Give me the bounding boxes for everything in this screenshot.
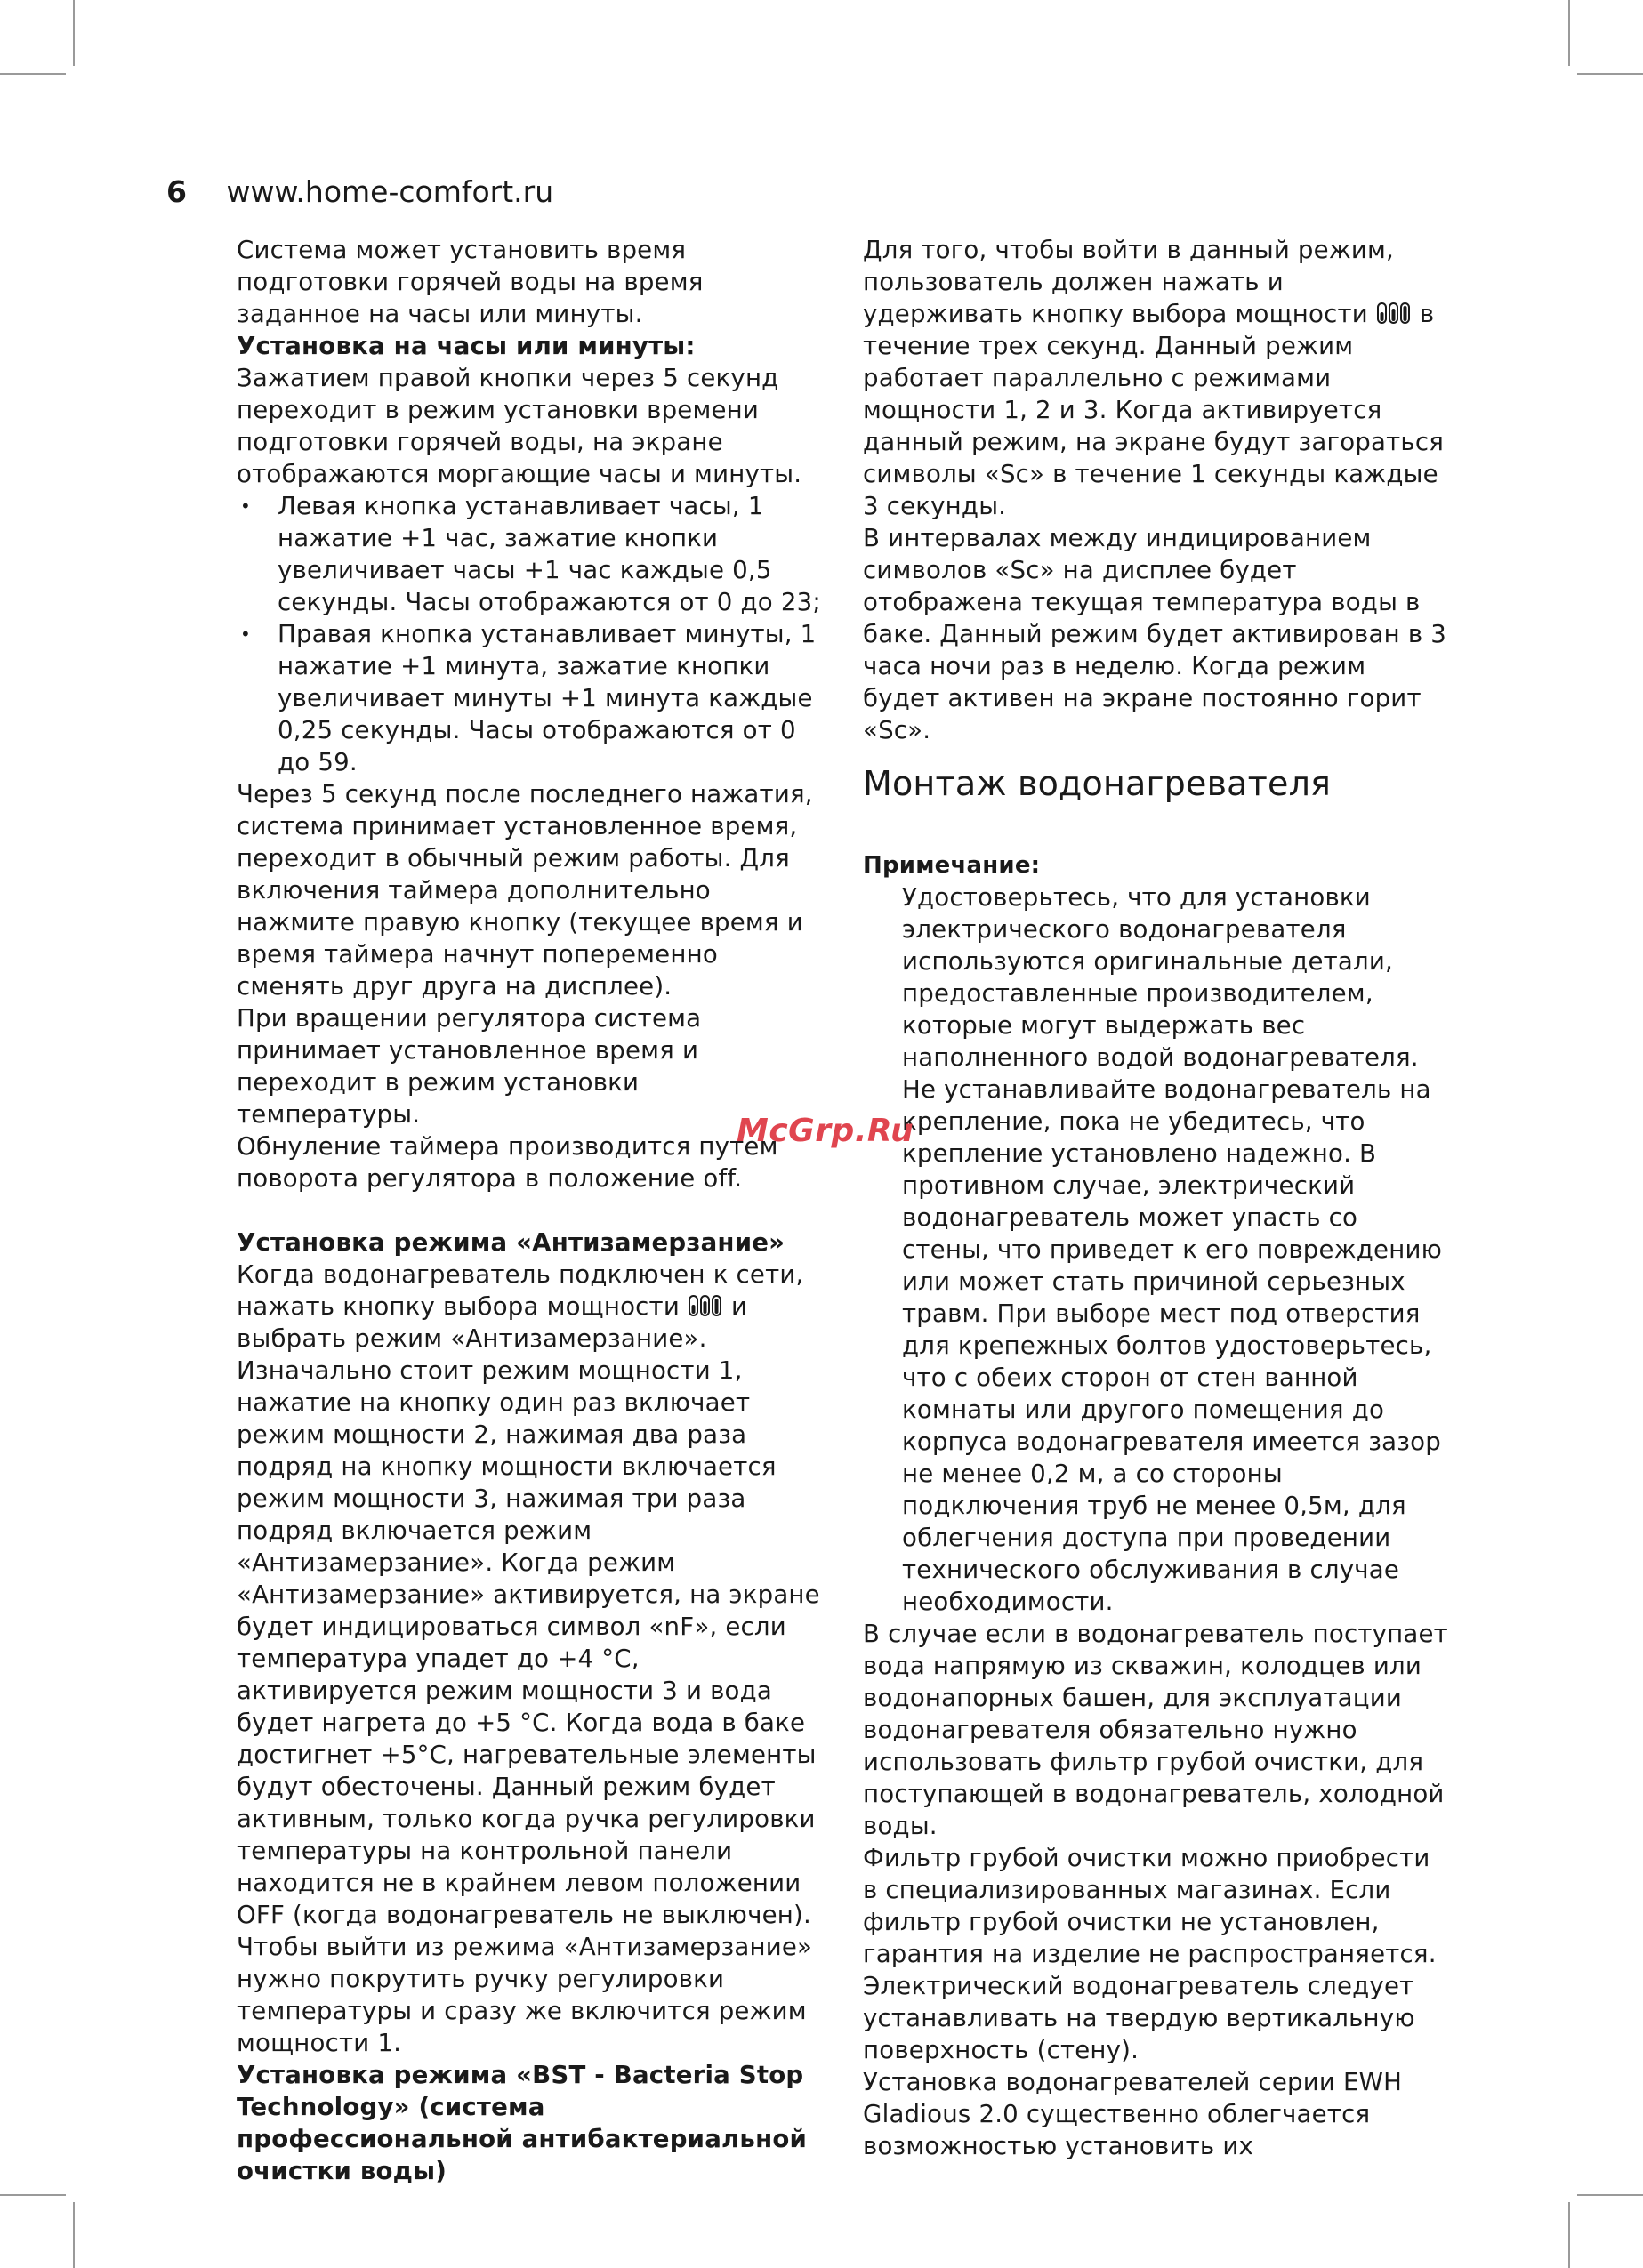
paragraph: Электрический водонагреватель следует устанавливать на твердую вертикальную поверхность (стену). <box>863 1971 1415 2064</box>
paragraph: Система может установить время подготовки горячей воды на время заданное на часы или минуты. <box>237 235 704 328</box>
paragraph: В случае если в водонагреватель поступает вода напрямую из скважин, колодцев или водонапорных башен, для эксплуатации водонагревателя обязательно нужно использовать фильтр грубой очистки, для поступающей в водонагреватель, холодной воды. <box>863 1619 1448 1840</box>
paragraph: Через 5 секунд после последнего нажатия, система принимает установленное время, переходит в обычный режим работы. Для включения таймера дополнительно нажмите правую кнопку (текущее время и время таймера начнут попеременно сменять друг друга на дисплее). <box>237 779 813 1001</box>
crop-mark-bottom-right <box>1568 2202 1570 2268</box>
crop-mark-top-left-h <box>0 73 66 75</box>
section-title: Монтаж водонагревателя <box>863 764 1332 803</box>
power-level-icon <box>688 1294 723 1317</box>
power-level-icon <box>1376 302 1412 325</box>
left-column <box>237 234 826 2187</box>
text-part: и выбрать режим «Антизамерзание». Изначально стоит режим мощности 1, нажатие на кнопку один раз включает режим мощности 2, нажимая два раза подряд на кнопку мощности включается режим мощности 3, нажимая три раза подряд включается режим «Антизамерзание». Когда режим «Антизамерзание» активируется, на экране будет индицироваться символ «nF», если температура упадет до +4 °С, активируется режим мощности 3 и вода будет нагрета до +5 °С. Когда вода в баке достигнет +5°С, нагревательные элементы будут обесточены. Данный режим будет активным, только когда ручка регулировки температуры на контрольной панели находится не в крайнем левом положении OFF (когда водонагреватель не выключен). Чтобы выйти из режима «Антизамерзание» нужно покрутить ручку регулировки температуры и сразу же включится режим мощности 1. <box>237 1291 820 2057</box>
crop-mark-bottom-left-h <box>0 2194 66 2196</box>
bullet-item: • Правая кнопка устанавливает минуты, 1 нажатие +1 минута, зажатие кнопки увеличивает минуты +1 минута каждые 0,25 секунды. Часы отображаются от 0 до 59. <box>237 618 826 778</box>
crop-mark-top-right <box>1568 0 1570 66</box>
bullet-list <box>237 490 826 778</box>
subheading-hours-minutes: Установка на часы или минуты: <box>237 331 696 360</box>
crop-mark-top-right-h <box>1577 73 1643 75</box>
text-part: Когда водонагреватель подключен к сети, нажать кнопку выбора мощности <box>237 1259 804 1321</box>
site-url[interactable]: www.home-comfort.ru <box>226 174 554 209</box>
page-number: 6 <box>166 174 187 209</box>
note-body: Удостоверьтесь, что для установки электрического водонагревателя используются оригинальные детали, предоставленные производителем, которые могут выдержать вес наполненного водой водонагревателя. Не устанавливайте водонагреватель на крепление, пока не убедитесь, что крепление установлено надежно. В противном случае, электрический водонагреватель может упасть со стены, что приведет к его повреждению или может стать причиной серьезных травм. При выборе мест под отверстия для крепежных болтов удостоверьтесь, что с обеих сторон от стен ванной комнаты или другого помещения до корпуса водонагревателя имеется зазор не менее 0,2 м, а со стороны подключения труб не менее 0,5м, для облегчения доступа при проведении технического обслуживания в случае необходимости. <box>902 882 1443 1616</box>
note-label: Примечание: <box>863 852 1041 879</box>
bullet-item: • Левая кнопка устанавливает часы, 1 нажатие +1 час, зажатие кнопки увеличивает часы +1 час каждые 0,5 секунды. Часы отображаются от 0 до 23; <box>237 490 826 618</box>
paragraph-antifreeze <box>237 1259 826 2059</box>
crop-mark-top-left <box>73 0 75 66</box>
paragraph: При вращении регулятора система принимает установленное время и переходит в режим установки температуры. <box>237 1003 702 1129</box>
watermark-text: McGrp.Ru <box>737 1113 914 1149</box>
paragraph: Обнуление таймера производится путем поворота регулятора в положение off. <box>237 1131 778 1193</box>
paragraph: В интервалах между индицированием символов «Sc» на дисплее будет отображена текущая температура воды в баке. Данный режим будет активирован в 3 часа ночи раз в неделю. Когда режим будет активен на экране постоянно горит «Sc». <box>863 523 1447 744</box>
paragraph: Установка водонагревателей серии EWH Gladious 2.0 существенно облегчается возможностью установить их <box>863 2067 1403 2160</box>
crop-mark-bottom-left <box>73 2202 75 2268</box>
text-part: Для того, чтобы войти в данный режим, пользователь должен нажать и удерживать кнопку выбора мощности <box>863 235 1395 328</box>
subheading-bst: Установка режима «BST - Bacteria Stop Technology» (система профессиональной антибактериальной очистки воды) <box>237 2060 808 2185</box>
paragraph: Фильтр грубой очистки можно приобрести в специализированных магазинах. Если фильтр грубой очистки не установлен, гарантия на изделие не распространяется. <box>863 1843 1437 1968</box>
paragraph-bst-mode <box>863 234 1450 522</box>
paragraph: Зажатием правой кнопки через 5 секунд переходит в режим установки времени подготовки горячей воды, на экране отображаются моргающие часы и минуты. <box>237 363 802 488</box>
subheading-antifreeze: Установка режима «Антизамерзание» <box>237 1227 785 1257</box>
text-part: в течение трех секунд. Данный режим работает параллельно с режимами мощности 1, 2 и 3. Когда активируется данный режим, на экране будут загораться символы «Sc» в течение 1 секунды каждые 3 секунды. <box>863 299 1445 520</box>
right-column <box>863 234 1450 2162</box>
crop-mark-bottom-right-h <box>1577 2194 1643 2196</box>
page-header <box>166 171 553 213</box>
